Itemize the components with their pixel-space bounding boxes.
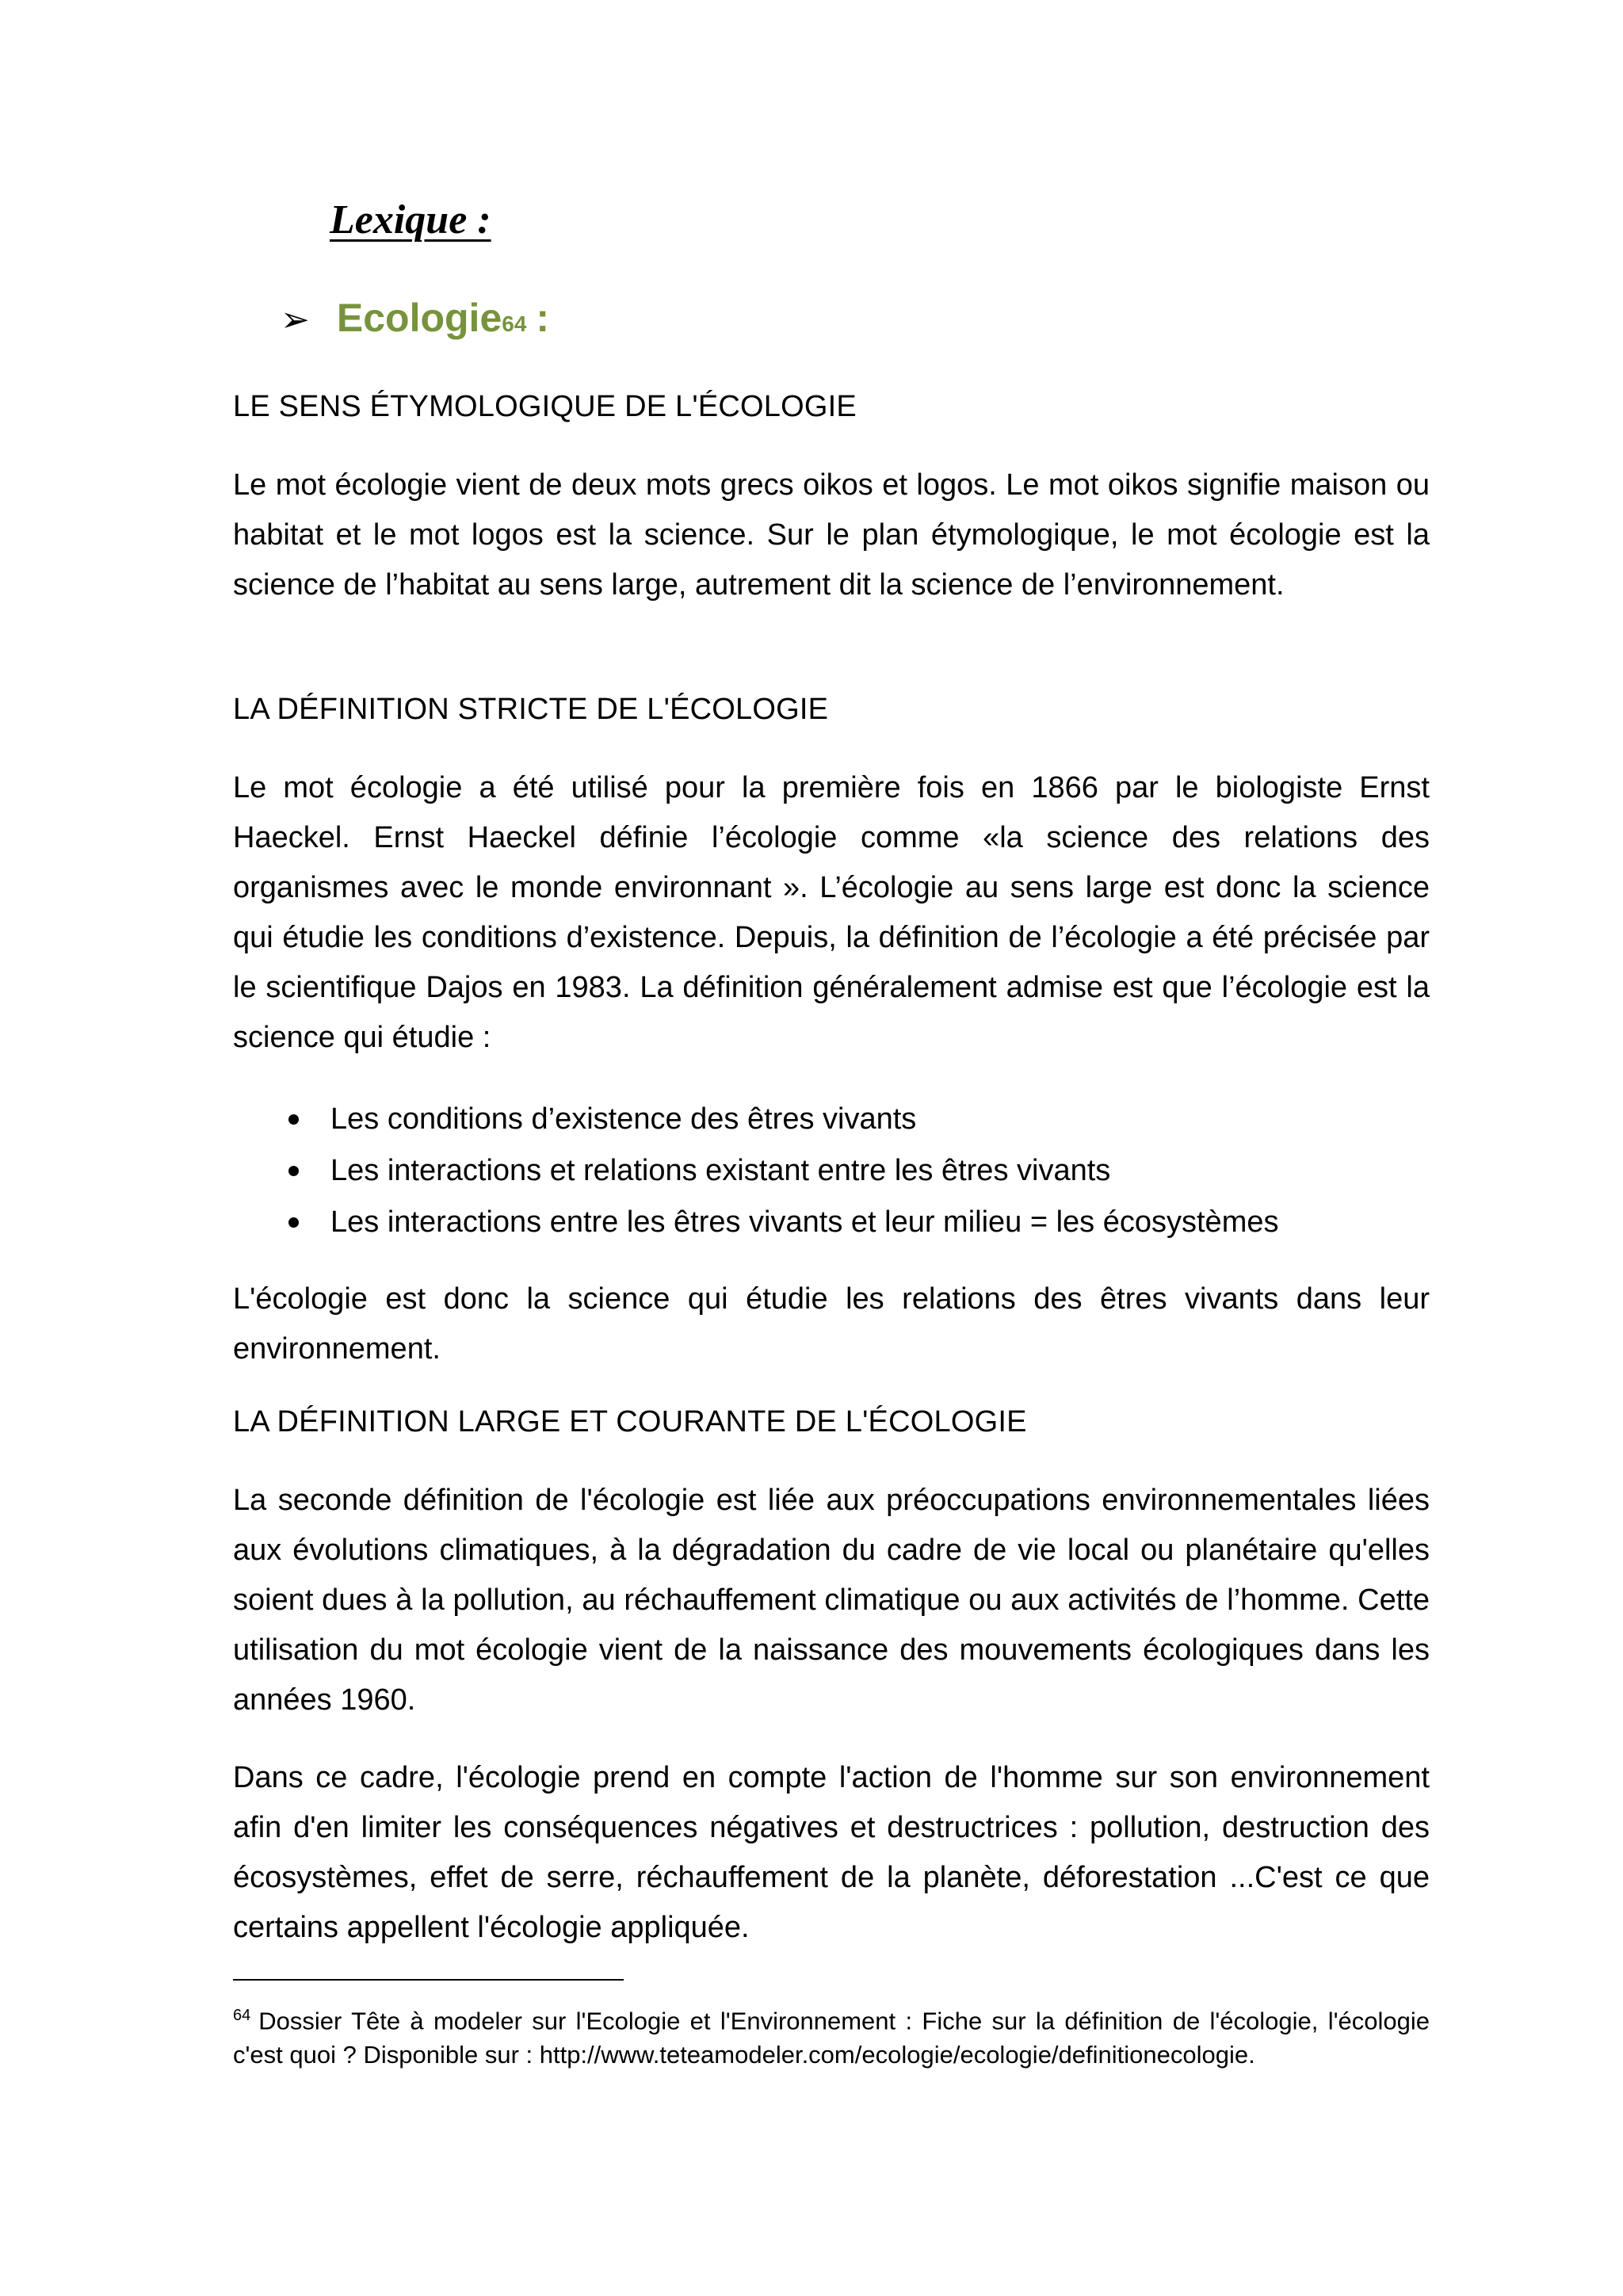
paragraph-strict-definition: Le mot écologie a été utilisé pour la première fois en 1866 par le biologiste Ernst Haeckel. Ernst Haeckel définie l’écologie comme «la science des relations des organismes avec le monde environnant ». L’écologie au sens large est donc la science qui étudie les conditions d’existence. Depuis, la définition de l’écologie a été précisée par le scientifique Dajos en 1983. La définition généralement admise est que l’écologie est la science qui étudie : xyxy=(233,771,1430,1054)
list-item-text: Les interactions et relations existant entre les êtres vivants xyxy=(330,1154,1111,1187)
section-heading-broad-definition: LA DÉFINITION LARGE ET COURANTE DE L'ÉCOLOGIE xyxy=(233,1405,1027,1438)
arrowhead-bullet-icon: ➢ xyxy=(281,300,310,339)
term-name: Ecologie xyxy=(336,296,502,340)
round-bullet-icon xyxy=(288,1217,299,1228)
list-item xyxy=(233,1197,1278,1248)
section-heading-etymology: LE SENS ÉTYMOLOGIQUE DE L'ÉCOLOGIE xyxy=(233,390,857,423)
term-colon: : xyxy=(536,296,550,340)
round-bullet-icon xyxy=(288,1166,299,1176)
footnote-separator xyxy=(233,1979,624,1981)
section-heading-strict-definition: LA DÉFINITION STRICTE DE L'ÉCOLOGIE xyxy=(233,693,829,726)
paragraph-applied-ecology: Dans ce cadre, l'écologie prend en compte l'action de l'homme sur son environnement afin d'en limiter les conséquences négatives et destructrices : pollution, destruction des écosystèmes, effet de serre, réchauffement de la planète, déforestation ...C'est ce que certains appellent l'écologie appliquée. xyxy=(233,1761,1430,1944)
paragraph-etymology: Le mot écologie vient de deux mots grecs oikos et logos. Le mot oikos signifie maison ou habitat et le mot logos est la science. Sur le plan étymologique, le mot écologie est la science de l’habitat au sens large, autrement dit la science de l’environnement. xyxy=(233,468,1430,602)
lexique-title: Lexique : xyxy=(330,197,491,243)
list-item xyxy=(233,1145,1278,1197)
round-bullet-icon xyxy=(288,1114,299,1125)
footnote-reference[interactable]: 64 xyxy=(502,311,527,336)
footnote-number: 64 xyxy=(233,2007,251,2024)
list-item xyxy=(233,1094,1278,1145)
paragraph-broad-definition: La seconde définition de l'écologie est liée aux préoccupations environnementales liées aux évolutions climatiques, à la dégradation du cadre de vie local ou planétaire qu'elles soient dues à la pollution, au réchauffement climatique ou aux activités de l’homme. Cette utilisation du mot écologie vient de la naissance des mouvements écologiques dans les années 1960. xyxy=(233,1484,1430,1717)
footnote-text: Dossier Tête à modeler sur l'Ecologie et l'Environnement : Fiche sur la définition de l'écologie, l'écologie c'est quoi ? Disponible sur : http://www.teteamodeler.com/ecologie/ecologie/definitionecologie. xyxy=(233,2007,1430,2069)
bullet-list xyxy=(233,1094,1278,1248)
paragraph-conclusion: L'écologie est donc la science qui étudie les relations des êtres vivants dans leur environnement. xyxy=(233,1282,1430,1366)
footnote xyxy=(233,1999,1430,2072)
term-heading xyxy=(281,295,549,341)
list-item-text: Les conditions d’existence des êtres vivants xyxy=(330,1102,917,1136)
list-item-text: Les interactions entre les êtres vivants et leur milieu = les écosystèmes xyxy=(330,1205,1279,1239)
